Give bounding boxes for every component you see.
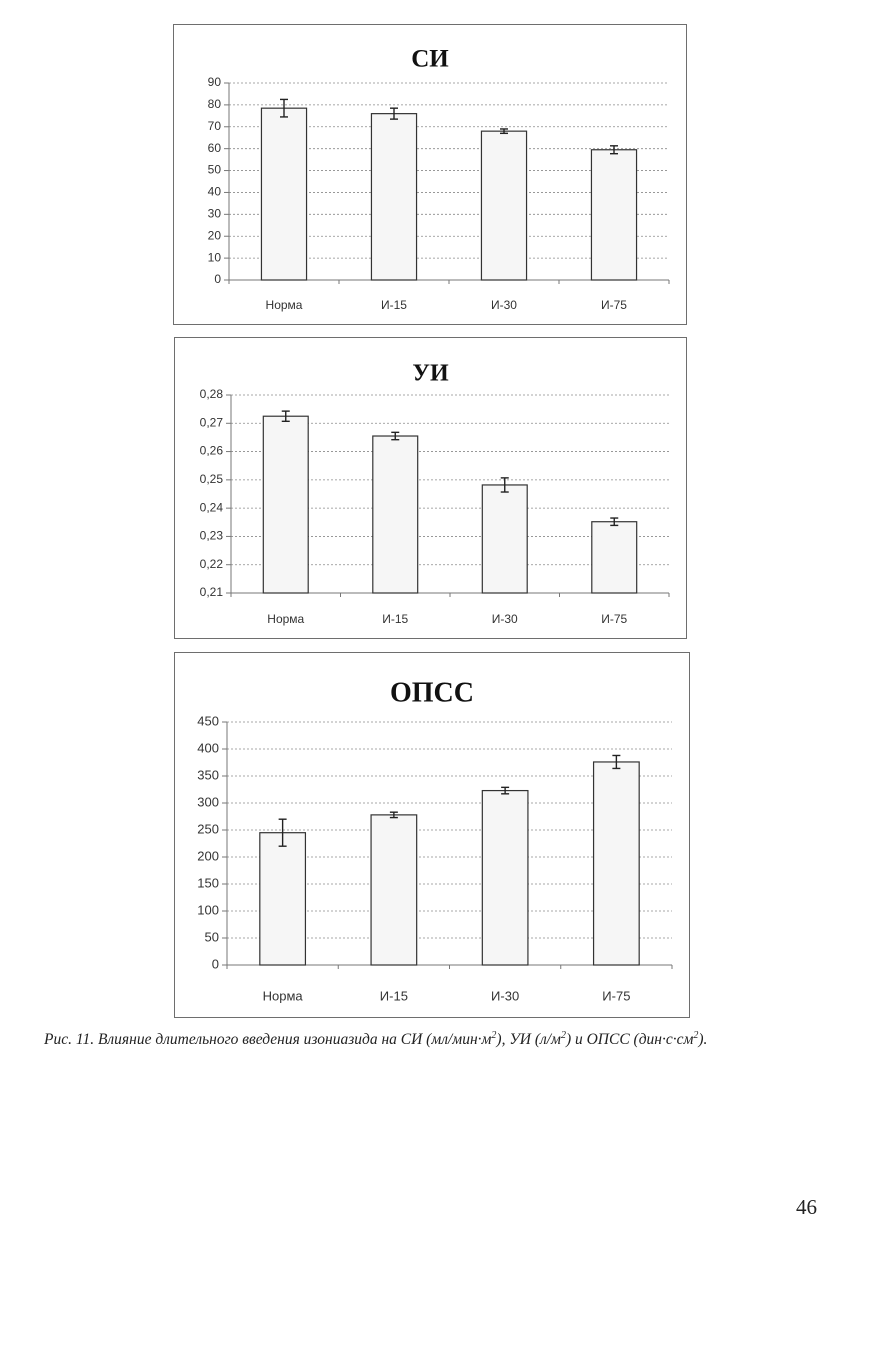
y-tick-label: 0,22 bbox=[199, 556, 223, 571]
category-label: Норма bbox=[265, 298, 303, 313]
category-label: Норма bbox=[267, 612, 305, 627]
category-label: И-15 bbox=[381, 298, 407, 313]
y-tick-label: 0,24 bbox=[199, 500, 223, 515]
bar-1 bbox=[260, 833, 306, 965]
y-tick-label: 0,27 bbox=[199, 415, 223, 430]
chart-opss bbox=[174, 652, 690, 1018]
bar-2 bbox=[371, 114, 416, 280]
chart-title: СИ bbox=[411, 45, 449, 73]
bar-3 bbox=[482, 791, 528, 965]
y-tick-label: 300 bbox=[197, 794, 219, 810]
chart-si-svg bbox=[174, 25, 686, 324]
chart-ui-svg bbox=[175, 338, 686, 638]
y-tick-label: 450 bbox=[197, 713, 219, 729]
category-label: Норма bbox=[262, 988, 303, 1004]
caption-mid: ), УИ (л/м bbox=[496, 1031, 561, 1048]
bar-4 bbox=[594, 762, 640, 965]
caption-sup-3: 2 bbox=[693, 1029, 699, 1041]
bar-4 bbox=[592, 522, 637, 593]
caption-sup-2: 2 bbox=[560, 1029, 566, 1041]
chart-ui bbox=[174, 337, 687, 639]
caption-mid-2: ) и ОПСС (дин·с·см bbox=[565, 1031, 694, 1048]
bar-1 bbox=[263, 416, 308, 593]
bar-3 bbox=[482, 485, 527, 593]
chart-opss-svg bbox=[175, 653, 689, 1017]
bar-4 bbox=[591, 150, 636, 280]
chart-si bbox=[173, 24, 687, 325]
category-label: И-75 bbox=[601, 612, 628, 627]
y-tick-label: 80 bbox=[207, 97, 221, 112]
y-tick-label: 40 bbox=[207, 184, 221, 199]
y-tick-label: 10 bbox=[207, 250, 221, 265]
y-tick-label: 400 bbox=[197, 740, 219, 756]
y-tick-label: 30 bbox=[207, 206, 221, 221]
category-label: И-15 bbox=[379, 988, 408, 1004]
y-tick-label: 200 bbox=[197, 848, 219, 864]
category-label: И-75 bbox=[601, 298, 627, 313]
chart-title: ОПСС bbox=[390, 677, 474, 709]
y-tick-label: 0,28 bbox=[199, 387, 223, 402]
chart-title: УИ bbox=[412, 360, 449, 387]
category-label: И-75 bbox=[602, 988, 631, 1004]
y-tick-label: 0,25 bbox=[199, 472, 223, 487]
y-tick-label: 0 bbox=[211, 956, 219, 972]
y-tick-label: 50 bbox=[207, 162, 221, 177]
y-tick-label: 0,21 bbox=[199, 585, 223, 600]
bar-1 bbox=[261, 108, 306, 280]
category-label: И-30 bbox=[491, 988, 520, 1004]
y-tick-label: 60 bbox=[207, 140, 221, 155]
figure-caption bbox=[44, 1030, 830, 1050]
y-tick-label: 0 bbox=[214, 272, 221, 287]
bar-3 bbox=[481, 131, 526, 280]
y-tick-label: 350 bbox=[197, 767, 219, 783]
y-tick-label: 90 bbox=[207, 75, 221, 90]
y-tick-label: 150 bbox=[197, 875, 219, 891]
page-number: 46 bbox=[796, 1195, 817, 1219]
y-tick-label: 100 bbox=[197, 902, 219, 918]
y-tick-label: 250 bbox=[197, 821, 219, 837]
caption-suffix: ). bbox=[698, 1031, 708, 1048]
caption-prefix: Рис. 11. Влияние длительного введения изониазида на СИ (мл/мин·м bbox=[44, 1031, 492, 1048]
bar-2 bbox=[371, 815, 417, 965]
y-tick-label: 0,26 bbox=[199, 443, 223, 458]
y-tick-label: 70 bbox=[207, 118, 221, 133]
y-tick-label: 50 bbox=[204, 929, 219, 945]
bar-2 bbox=[373, 436, 418, 593]
category-label: И-30 bbox=[491, 612, 518, 627]
category-label: И-30 bbox=[491, 298, 517, 313]
category-label: И-15 bbox=[382, 612, 409, 627]
y-tick-label: 20 bbox=[207, 228, 221, 243]
caption-sup-1: 2 bbox=[491, 1029, 497, 1041]
y-tick-label: 0,23 bbox=[199, 528, 223, 543]
